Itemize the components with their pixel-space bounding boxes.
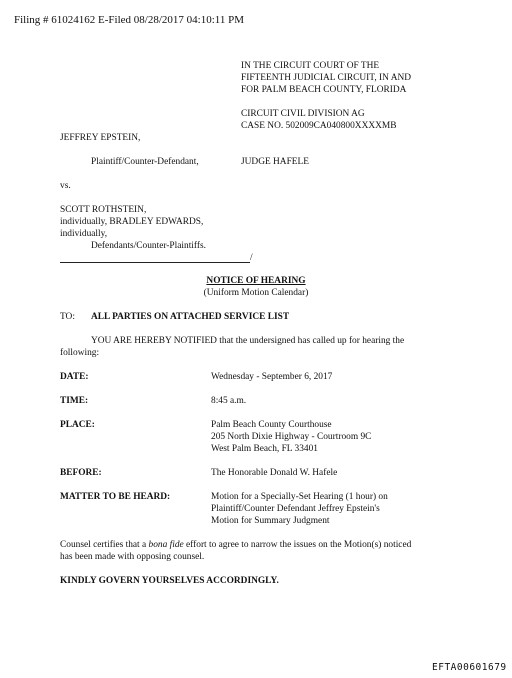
matter-line-3: Motion for Summary Judgment [211, 516, 330, 526]
matter-line-2: Plaintiff/Counter Defendant Jeffrey Epstein's [211, 504, 380, 514]
court-line-3: FOR PALM BEACH COUNTY, FLORIDA [241, 85, 407, 95]
court-line-1: IN THE CIRCUIT COURT OF THE [241, 61, 380, 71]
bates-number: EFTA00601679 [432, 662, 507, 673]
to-label: TO: [60, 312, 75, 322]
certify-pre: Counsel certifies that a [60, 540, 149, 550]
case-number: CASE NO. 502009CA040800XXXXMB [241, 121, 397, 131]
place-label: PLACE: [60, 420, 95, 430]
to-value: ALL PARTIES ON ATTACHED SERVICE LIST [91, 312, 290, 322]
defendant-role: Defendants/Counter-Plaintiffs. [91, 241, 206, 251]
time-label: TIME: [60, 396, 89, 406]
place-line-2: 205 North Dixie Highway - Courtroom 9C [211, 432, 372, 442]
notice-title: NOTICE OF HEARING [206, 276, 306, 286]
caption-end: / [250, 253, 253, 263]
before-value: The Honorable Donald W. Hafele [211, 468, 338, 478]
before-label: BEFORE: [60, 468, 102, 478]
date-value: Wednesday - September 6, 2017 [211, 372, 333, 382]
certify-post: effort to agree to narrow the issues on the Motion(s) noticed [183, 540, 412, 550]
division: CIRCUIT CIVIL DIVISION AG [241, 109, 365, 119]
notice-line-2: following: [60, 348, 100, 358]
closing: KINDLY GOVERN YOURSELVES ACCORDINGLY. [60, 576, 279, 586]
certify-line-2: has been made with opposing counsel. [60, 552, 205, 562]
notice-subtitle: (Uniform Motion Calendar) [203, 288, 309, 298]
defendant-line-1: SCOTT ROTHSTEIN, [60, 205, 147, 215]
court-line-2: FIFTEENTH JUDICIAL CIRCUIT, IN AND [241, 73, 412, 83]
place-line-1: Palm Beach County Courthouse [211, 420, 332, 430]
date-label: DATE: [60, 372, 89, 382]
defendant-line-2: individually, BRADLEY EDWARDS, [60, 217, 204, 227]
filing-header: Filing # 61024162 E-Filed 08/28/2017 04:10:11 PM [14, 14, 244, 26]
defendant-line-3: individually, [60, 229, 108, 239]
plaintiff-role: Plaintiff/Counter-Defendant, [91, 157, 199, 167]
certify-line-1 [60, 539, 411, 551]
plaintiff-name: JEFFREY EPSTEIN, [60, 133, 141, 143]
time-value: 8:45 a.m. [211, 396, 247, 406]
certify-italic: bona fide [148, 540, 184, 550]
matter-line-1: Motion for a Specially-Set Hearing (1 hour) on [211, 492, 388, 502]
vs: vs. [60, 181, 71, 191]
judge: JUDGE HAFELE [241, 157, 309, 167]
notice-line-1: YOU ARE HEREBY NOTIFIED that the undersigned has called up for hearing the [91, 336, 405, 346]
place-line-3: West Palm Beach, FL 33401 [211, 444, 318, 454]
caption-rule [60, 262, 250, 263]
matter-label: MATTER TO BE HEARD: [60, 492, 171, 502]
